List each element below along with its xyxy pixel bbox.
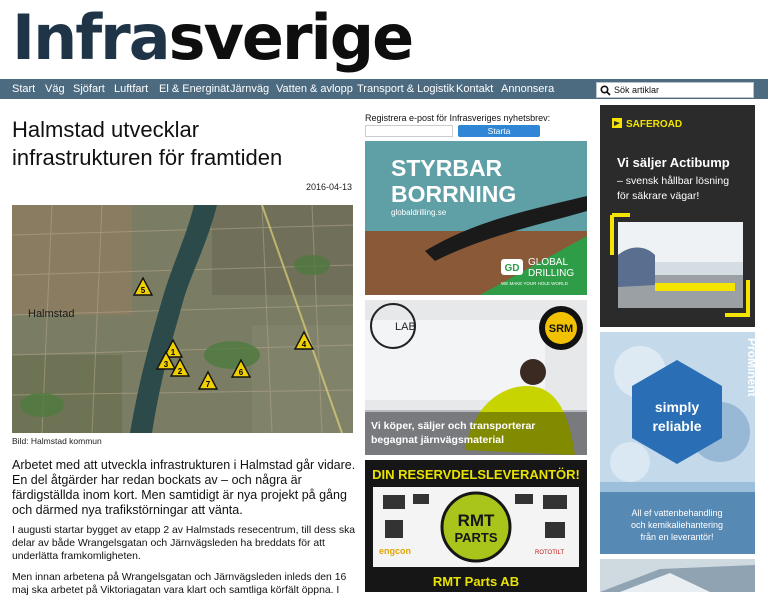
newsletter-email-input[interactable] — [365, 125, 453, 137]
article-title: Halmstad utvecklar infrastrukturen för framtiden — [12, 117, 283, 170]
ad-gd-brand1: GLOBAL — [528, 257, 569, 268]
logo-part-infra: Infra — [12, 1, 169, 74]
article-paragraph-1: I augusti startar bygget av etapp 2 av Halmstads resecentrum, till dess ska delar av både Wrangelsgatan och Järnvägsleden ha breddats för att underlätta framkomligheten. — [12, 525, 356, 562]
nav-item-transport-logistik[interactable]: Transport & Logistik — [357, 83, 455, 95]
ad-srm-text2: begagnat järnvägsmaterial — [371, 434, 505, 446]
ad-srm-badge: SRM — [548, 323, 574, 335]
nav-item-vag[interactable]: Väg — [45, 83, 65, 95]
svg-text:5: 5 — [140, 286, 146, 295]
ad-rmt-header: DIN RESERVDELSLEVERANTÖR! — [372, 467, 580, 482]
nav-item-start[interactable]: Start — [12, 83, 36, 95]
article-map-image — [12, 205, 353, 433]
ad-prominent-line1: simply — [654, 399, 700, 415]
ad-saferoad-line1: Vi säljer Actibump — [617, 155, 730, 170]
ad-prominent-brand: ProMinent — [745, 338, 759, 397]
svg-text:7: 7 — [205, 380, 211, 389]
nav-item-vatten-avlopp[interactable]: Vatten & avlopp — [276, 83, 353, 95]
ad-prominent-line2: reliable — [652, 418, 702, 434]
article-lead: Arbetet med att utveckla infrastrukturen i Halmstad går vidare. En del åtgärder har redan bockats av – och några är färdigställda inom kort. Men samtidigt är nya projekt på gång och därmed nya trafikstörningar att vänta. — [12, 458, 356, 517]
nav-item-jarnvag[interactable]: Järnväg — [230, 83, 270, 95]
ad-gd-logo: GD — [504, 263, 520, 274]
newsletter-label: Registrera e-post för Infrasveriges nyhetsbrev: — [365, 113, 551, 123]
search-box[interactable] — [596, 82, 754, 98]
ad-saferoad[interactable] — [600, 105, 755, 327]
article-date: 2016-04-13 — [305, 182, 352, 192]
ad-srm-text1: Vi köper, säljer och transporterar — [371, 420, 536, 432]
ad-saferoad-brand: SAFEROAD — [626, 119, 683, 130]
nav-item-luftfart[interactable]: Luftfart — [114, 83, 149, 95]
svg-text:2: 2 — [177, 367, 183, 376]
site-logo[interactable] — [12, 1, 413, 74]
ad-rmt-partner2: ROTOTILT — [535, 550, 565, 556]
ad-saferoad-line3: för säkrare vägar! — [617, 190, 700, 202]
nav-item-sjofart[interactable]: Sjöfart — [73, 83, 105, 95]
ad-rmt-partner1: engcon — [379, 546, 412, 556]
ad-srm-van-text: LAB — [395, 321, 416, 333]
nav-item-annonsera[interactable]: Annonsera — [501, 83, 555, 95]
ad-rmt-brand1: RMT — [457, 511, 495, 530]
ad-prominent-foot1: All ef vattenbehandling — [631, 508, 723, 518]
newsletter-subscribe-button[interactable]: Starta — [458, 125, 540, 137]
svg-text:6: 6 — [238, 368, 244, 377]
svg-text:3: 3 — [163, 360, 169, 369]
nav-item-el-energinat[interactable]: El & Energinät — [159, 83, 230, 95]
ad-srm[interactable] — [365, 300, 587, 455]
ad-rmt-brand2: PARTS — [454, 530, 498, 545]
ad-gd-tag: WE MAKE YOUR HOLE WORLD — [501, 281, 568, 286]
ad-prominent-foot3: från en leverantör! — [640, 532, 714, 542]
ad-global-drilling[interactable] — [365, 141, 587, 295]
search-input[interactable] — [614, 83, 750, 97]
map-label: Halmstad — [28, 308, 75, 320]
svg-text:1: 1 — [170, 348, 176, 357]
article-paragraph-2: Men innan arbetena på Wrangelsgatan och Järnvägsleden inleds den 16 maj ska arbetet på Viktoriagatan vara klart och samtliga körfält öppna. I — [12, 572, 347, 596]
search-icon[interactable] — [600, 85, 611, 96]
ad-gd-line2: BORRNING — [391, 181, 517, 207]
ad-prominent-foot2: och kemikaliehantering — [630, 520, 724, 530]
ad-partial-bottom[interactable] — [600, 559, 755, 592]
ad-rmt-parts[interactable] — [365, 460, 587, 592]
nav-item-kontakt[interactable]: Kontakt — [456, 83, 494, 95]
ad-saferoad-line2: – svensk hållbar lösning — [617, 175, 730, 187]
svg-text:4: 4 — [301, 340, 307, 349]
image-caption: Bild: Halmstad kommun — [12, 436, 102, 446]
logo-part-sverige: sverige — [168, 1, 413, 74]
ad-prominent[interactable] — [600, 332, 759, 554]
ad-gd-line1: STYRBAR — [391, 155, 503, 181]
ad-gd-brand2: DRILLING — [528, 268, 575, 279]
ad-rmt-footer: RMT Parts AB — [432, 574, 520, 589]
ad-gd-url: globaldrilling.se — [391, 208, 447, 217]
